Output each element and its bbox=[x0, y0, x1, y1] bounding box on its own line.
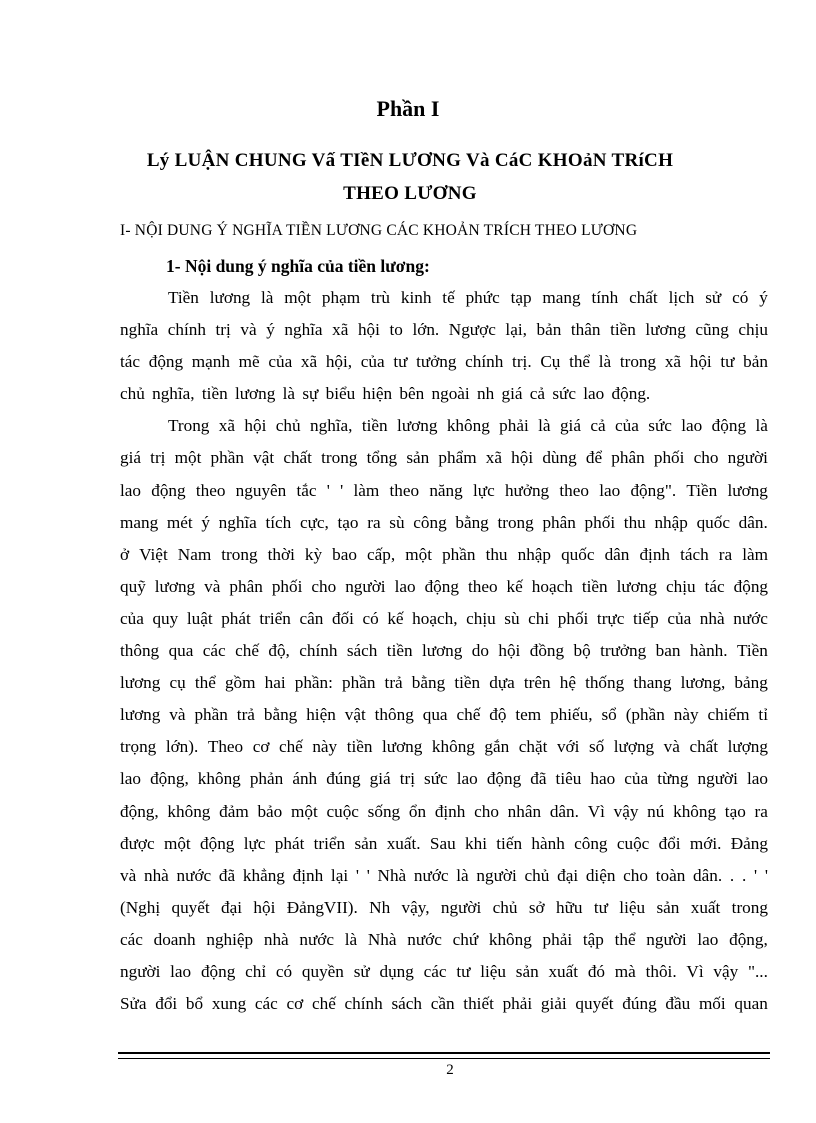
body-line: lao động theo nguyên tắc ' ' làm theo năng lực hưởng theo lao động". Tiền lương bbox=[120, 480, 768, 500]
body-line: Trong xã hội chủ nghĩa, tiền lương không phải là giá cả của sức lao động là bbox=[168, 416, 768, 436]
chapter-title bbox=[110, 144, 710, 210]
body-line: được một động lực phát triển sản xuất. Sau khi tiến hành công cuộc đổi mới. Đảng bbox=[120, 833, 768, 853]
body-line: lương và phần trả bằng hiện vật thông qua chế độ tem phiếu, sổ (phần này chiếm tỉ bbox=[120, 705, 768, 725]
body-line: chủ nghĩa, tiền lương là sự biểu hiện bên ngoài nh giá cả sức lao động. bbox=[120, 384, 651, 404]
body-line: (Nghị quyết đại hội ĐảngVII). Nh vậy, người chủ sở hữu tư liệu sản xuất trong bbox=[120, 897, 768, 917]
body-line: giá trị một phần vật chất trong tổng sản phẩm xã hội dùng để phân phối cho người bbox=[120, 448, 768, 468]
body-line: mang mét ý nghĩa tích cực, tạo ra sù công bằng trong phân phối thu nhập quốc dân. bbox=[120, 512, 768, 532]
subsection-heading: 1- Nội dung ý nghĩa của tiền lương: bbox=[166, 256, 430, 276]
body-line: các doanh nghiệp nhà nước là Nhà nước chứ không phải tập thể người lao động, bbox=[120, 929, 768, 949]
body-line: nghĩa chính trị và ý nghĩa xã hội to lớn. Ngược lại, bản thân tiền lương cũng chịu bbox=[120, 320, 768, 340]
body-line: và nhà nước đã khẳng định lại ' ' Nhà nước là người chủ đại diện cho toàn dân. . . ' ' bbox=[120, 865, 768, 885]
chapter-title-line1: Lý LUẬN CHUNG Vấ TIềN LƯƠNG Và CáC KHOảN TRíCH bbox=[146, 150, 674, 171]
section-heading: I- NỘI DUNG Ý NGHĨA TIỀN LƯƠNG CÁC KHOẢN TRÍCH THEO LƯƠNG bbox=[120, 222, 638, 239]
body-text bbox=[120, 282, 768, 1020]
chapter-title-line2: THEO LƯƠNG bbox=[343, 183, 477, 204]
footer-rule bbox=[118, 1052, 770, 1059]
page-number: 2 bbox=[446, 1062, 454, 1078]
part-title: Phần I bbox=[376, 96, 440, 121]
body-line: ở Việt Nam trong thời kỳ bao cấp, một phần thu nhập quốc dân định tách ra làm bbox=[120, 544, 768, 564]
body-line: của quy luật phát triển cân đối có kế hoạch, chịu sù chi phối trực tiếp của nhà nước bbox=[120, 608, 768, 628]
body-line: lương cụ thể gồm hai phần: phần trả bằng tiền dựa trên hệ thống thang lương, bảng bbox=[120, 673, 768, 693]
body-line: Sửa đổi bổ xung các cơ chế chính sách cần thiết phải giải quyết đúng đầu mối quan bbox=[120, 994, 768, 1014]
body-line: động, không đảm bảo một cuộc sống ổn định cho nhân dân. Vì vậy nú không tạo ra bbox=[120, 801, 768, 821]
body-line: quỹ lương và phân phối cho người lao động theo kế hoạch tiền lương chịu tác động bbox=[120, 576, 768, 596]
body-line: tác động mạnh mẽ của xã hội, của tư tưởng chính trị. Cụ thể là trong xã hội tư bản bbox=[120, 352, 768, 372]
body-line: người lao động chỉ có quyền sử dụng các tư liệu sản xuất đó mà thôi. Vì vậy "... bbox=[120, 961, 768, 981]
body-line: lao động, không phản ánh đúng giá trị sức lao động đã tiêu hao của từng người lao bbox=[120, 769, 768, 789]
body-line: trọng lớn). Theo cơ chế này tiền lương không gắn chặt với số lượng và chất lượng bbox=[120, 737, 768, 757]
body-line: thông qua các chế độ, chính sách tiền lương do hội đồng bộ trưởng ban hành. Tiền bbox=[120, 641, 768, 661]
body-line: Tiền lương là một phạm trù kinh tế phức tạp mang tính chất lịch sử có ý bbox=[168, 288, 768, 307]
